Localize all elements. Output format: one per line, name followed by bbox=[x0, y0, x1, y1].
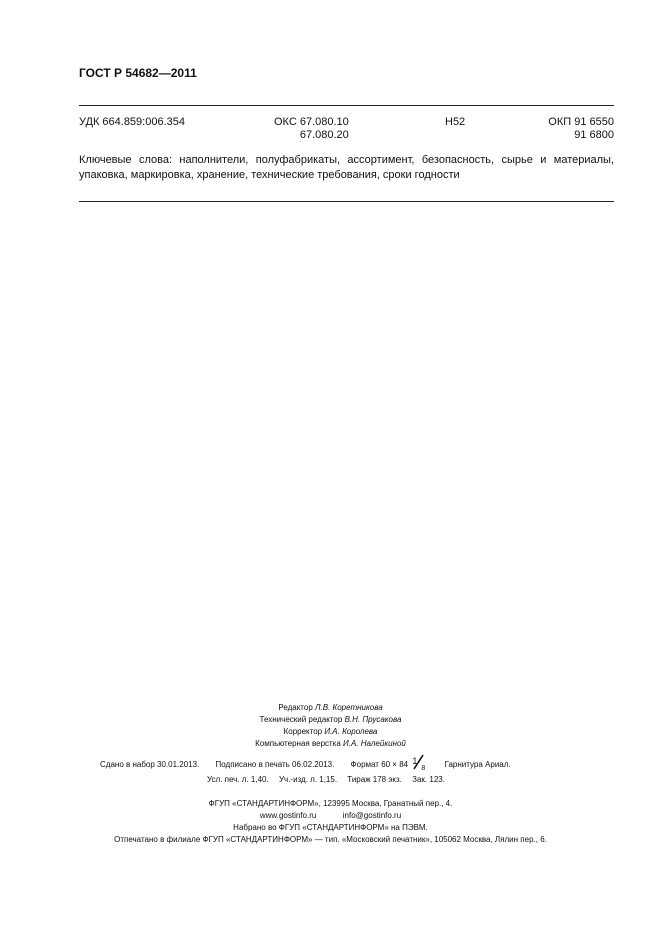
keywords-divider bbox=[79, 201, 614, 202]
pub-sheets: Уч.-изд. л. 1,15. bbox=[278, 775, 338, 784]
format-denominator: 8 bbox=[421, 765, 426, 772]
format-numerator: 1 bbox=[412, 756, 418, 766]
tech-editor-label: Технический редактор bbox=[259, 715, 343, 724]
okp-code-2: 91 6800 bbox=[574, 129, 614, 141]
typeface: Гарнитура Ариал. bbox=[444, 760, 511, 770]
signed-date: Подписано в печать 06.02.2013. bbox=[215, 760, 335, 770]
publisher-footer bbox=[0, 798, 661, 846]
keywords-paragraph: Ключевые слова: наполнители, полуфабрикаты, ассортимент, безопасность, сырье и материалы, упаковка, маркировка, хранение, технические требования, сроки годности bbox=[79, 154, 614, 181]
printed-note: Отпечатано в филиале ФГУП «СТАНДАРТИНФОРМ» — тип. «Московский печатник», 105062 Москва, Лялин пер., 6. bbox=[114, 835, 547, 844]
layout-line bbox=[0, 738, 661, 750]
fraction-slash-icon bbox=[410, 753, 428, 771]
publishing-row-2 bbox=[207, 774, 445, 786]
format-fraction bbox=[410, 756, 428, 772]
okp-code-1: ОКП 91 6550 bbox=[548, 116, 614, 128]
oks-code-2: 67.080.20 bbox=[299, 129, 349, 141]
credits-block bbox=[0, 702, 661, 750]
editor-name: Л.В. Коретникова bbox=[315, 703, 383, 712]
print-run: Тираж 178 экз. bbox=[347, 775, 402, 784]
order-number: Зак. 123. bbox=[412, 775, 445, 784]
document-code: ГОСТ Р 54682—2011 bbox=[79, 66, 197, 80]
publisher-website: www.gostinfo.ru bbox=[259, 811, 317, 820]
okp-codes bbox=[548, 116, 614, 142]
typeset-note: Набрано во ФГУП «СТАНДАРТИНФОРМ» на ПЭВМ. bbox=[233, 823, 428, 832]
tech-editor-name: В.Н. Прусакова bbox=[344, 715, 402, 724]
editor-label: Редактор bbox=[278, 703, 313, 712]
editor-line bbox=[0, 702, 661, 714]
corrector-name: И.А. Королева bbox=[324, 727, 378, 736]
layout-name: И.А. Налейкиной bbox=[343, 739, 406, 748]
publishing-row-1 bbox=[100, 756, 511, 772]
corrector-line bbox=[0, 726, 661, 738]
publisher-email: info@gostinfo.ru bbox=[342, 811, 402, 820]
submitted-date: Сдано в набор 30.01.2013. bbox=[100, 760, 200, 770]
group-code: Н52 bbox=[445, 116, 466, 128]
oks-code-1: ОКС 67.080.10 bbox=[274, 116, 349, 128]
layout-label: Компьютерная верстка bbox=[255, 739, 341, 748]
publisher-contacts bbox=[0, 810, 661, 822]
top-divider bbox=[79, 105, 614, 106]
print-sheets: Усл. печ. л. 1,40. bbox=[207, 775, 269, 784]
corrector-label: Корректор bbox=[283, 727, 323, 736]
format-label: Формат 60 × 84 bbox=[350, 760, 409, 770]
oks-codes bbox=[274, 116, 349, 142]
publisher-address: ФГУП «СТАНДАРТИНФОРМ», 123995 Москва, Гранатный пер., 4. bbox=[208, 799, 453, 808]
tech-editor-line bbox=[0, 714, 661, 726]
udk-code: УДК 664.859:006.354 bbox=[79, 116, 185, 128]
